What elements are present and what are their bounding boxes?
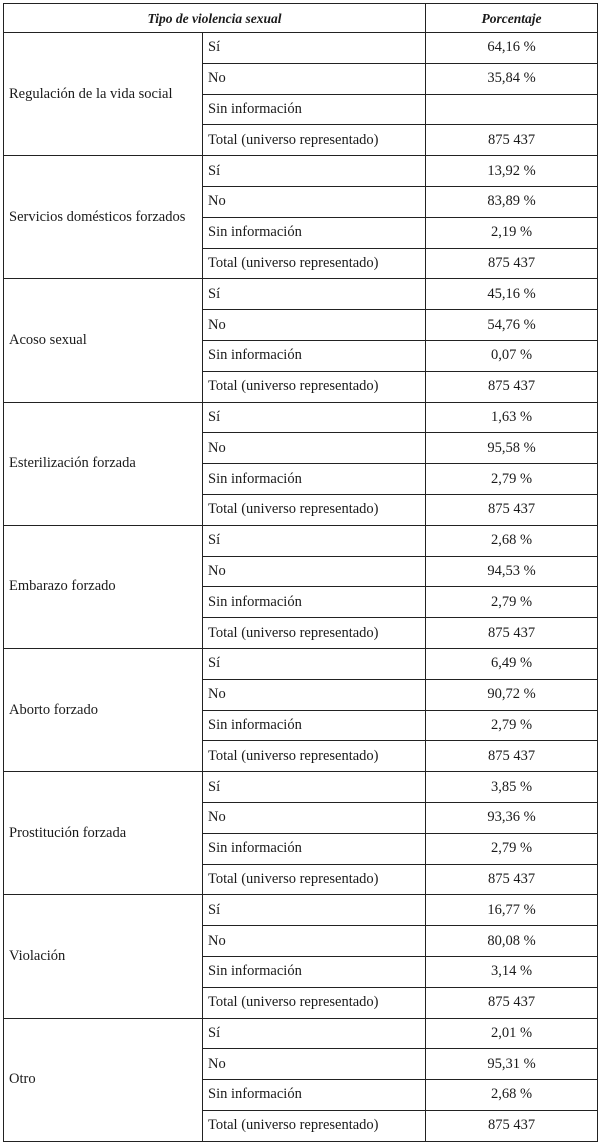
percentage-cell: 80,08 % — [426, 926, 598, 957]
percentage-cell: 875 437 — [426, 248, 598, 279]
percentage-cell: 875 437 — [426, 494, 598, 525]
response-label-cell: No — [203, 802, 426, 833]
table-row — [4, 895, 598, 926]
percentage-cell: 16,77 % — [426, 895, 598, 926]
sexual-violence-table — [3, 3, 598, 1142]
percentage-cell: 95,58 % — [426, 433, 598, 464]
table-row — [4, 772, 598, 803]
violence-type-cell: Otro — [4, 1018, 203, 1141]
violence-type-cell: Embarazo forzado — [4, 525, 203, 648]
response-label-cell: Total (universo representado) — [203, 371, 426, 402]
percentage-cell: 875 437 — [426, 371, 598, 402]
violence-type-cell: Servicios domésticos forzados — [4, 156, 203, 279]
table-row — [4, 279, 598, 310]
percentage-cell: 95,31 % — [426, 1049, 598, 1080]
percentage-cell — [426, 94, 598, 125]
percentage-cell: 45,16 % — [426, 279, 598, 310]
violence-type-cell: Aborto forzado — [4, 648, 203, 771]
percentage-cell: 83,89 % — [426, 186, 598, 217]
percentage-cell: 3,85 % — [426, 772, 598, 803]
percentage-cell: 875 437 — [426, 125, 598, 156]
percentage-cell: 6,49 % — [426, 648, 598, 679]
percentage-cell: 875 437 — [426, 1110, 598, 1141]
table-row — [4, 648, 598, 679]
response-label-cell: Sin información — [203, 587, 426, 618]
percentage-cell: 875 437 — [426, 864, 598, 895]
response-label-cell: Total (universo representado) — [203, 618, 426, 649]
response-label-cell: Total (universo representado) — [203, 494, 426, 525]
response-label-cell: Sí — [203, 402, 426, 433]
response-label-cell: Sin información — [203, 94, 426, 125]
table-row — [4, 525, 598, 556]
response-label-cell: Sin información — [203, 1080, 426, 1111]
response-label-cell: Sí — [203, 772, 426, 803]
response-label-cell: No — [203, 63, 426, 94]
response-label-cell: Sin información — [203, 217, 426, 248]
response-label-cell: No — [203, 556, 426, 587]
percentage-cell: 2,01 % — [426, 1018, 598, 1049]
percentage-cell: 94,53 % — [426, 556, 598, 587]
response-label-cell: No — [203, 926, 426, 957]
violence-type-cell: Regulación de la vida social — [4, 33, 203, 156]
table-row — [4, 402, 598, 433]
percentage-cell: 64,16 % — [426, 33, 598, 64]
percentage-cell: 875 437 — [426, 987, 598, 1018]
percentage-cell: 2,79 % — [426, 710, 598, 741]
response-label-cell: Sin información — [203, 956, 426, 987]
response-label-cell: Sí — [203, 525, 426, 556]
response-label-cell: Total (universo representado) — [203, 1110, 426, 1141]
percentage-cell: 2,68 % — [426, 1080, 598, 1111]
percentage-cell: 90,72 % — [426, 679, 598, 710]
percentage-cell: 875 437 — [426, 618, 598, 649]
response-label-cell: No — [203, 433, 426, 464]
percentage-cell: 93,36 % — [426, 802, 598, 833]
percentage-cell: 2,79 % — [426, 464, 598, 495]
response-label-cell: Sí — [203, 33, 426, 64]
percentage-cell: 1,63 % — [426, 402, 598, 433]
percentage-cell: 2,79 % — [426, 587, 598, 618]
table-row — [4, 1018, 598, 1049]
percentage-cell: 54,76 % — [426, 310, 598, 341]
response-label-cell: No — [203, 310, 426, 341]
percentage-cell: 35,84 % — [426, 63, 598, 94]
response-label-cell: Total (universo representado) — [203, 125, 426, 156]
response-label-cell: Total (universo representado) — [203, 741, 426, 772]
header-percent: Porcentaje — [426, 4, 598, 33]
response-label-cell: Sí — [203, 156, 426, 187]
percentage-cell: 2,19 % — [426, 217, 598, 248]
header-row — [4, 4, 598, 33]
response-label-cell: Sí — [203, 895, 426, 926]
response-label-cell: Sí — [203, 1018, 426, 1049]
table-body — [4, 33, 598, 1142]
violence-type-cell: Violación — [4, 895, 203, 1018]
response-label-cell: Total (universo representado) — [203, 864, 426, 895]
response-label-cell: No — [203, 1049, 426, 1080]
table-row — [4, 156, 598, 187]
response-label-cell: Total (universo representado) — [203, 248, 426, 279]
response-label-cell: Sin información — [203, 833, 426, 864]
response-label-cell: Sin información — [203, 464, 426, 495]
percentage-cell: 0,07 % — [426, 340, 598, 371]
percentage-cell: 13,92 % — [426, 156, 598, 187]
percentage-cell: 2,68 % — [426, 525, 598, 556]
response-label-cell: Total (universo representado) — [203, 987, 426, 1018]
violence-type-cell: Esterilización forzada — [4, 402, 203, 525]
percentage-cell: 2,79 % — [426, 833, 598, 864]
response-label-cell: Sin información — [203, 340, 426, 371]
table-row — [4, 33, 598, 64]
response-label-cell: Sí — [203, 279, 426, 310]
percentage-cell: 875 437 — [426, 741, 598, 772]
response-label-cell: Sin información — [203, 710, 426, 741]
response-label-cell: Sí — [203, 648, 426, 679]
violence-type-cell: Prostitución forzada — [4, 772, 203, 895]
response-label-cell: No — [203, 186, 426, 217]
percentage-cell: 3,14 % — [426, 956, 598, 987]
header-type: Tipo de violencia sexual — [4, 4, 426, 33]
response-label-cell: No — [203, 679, 426, 710]
violence-type-cell: Acoso sexual — [4, 279, 203, 402]
